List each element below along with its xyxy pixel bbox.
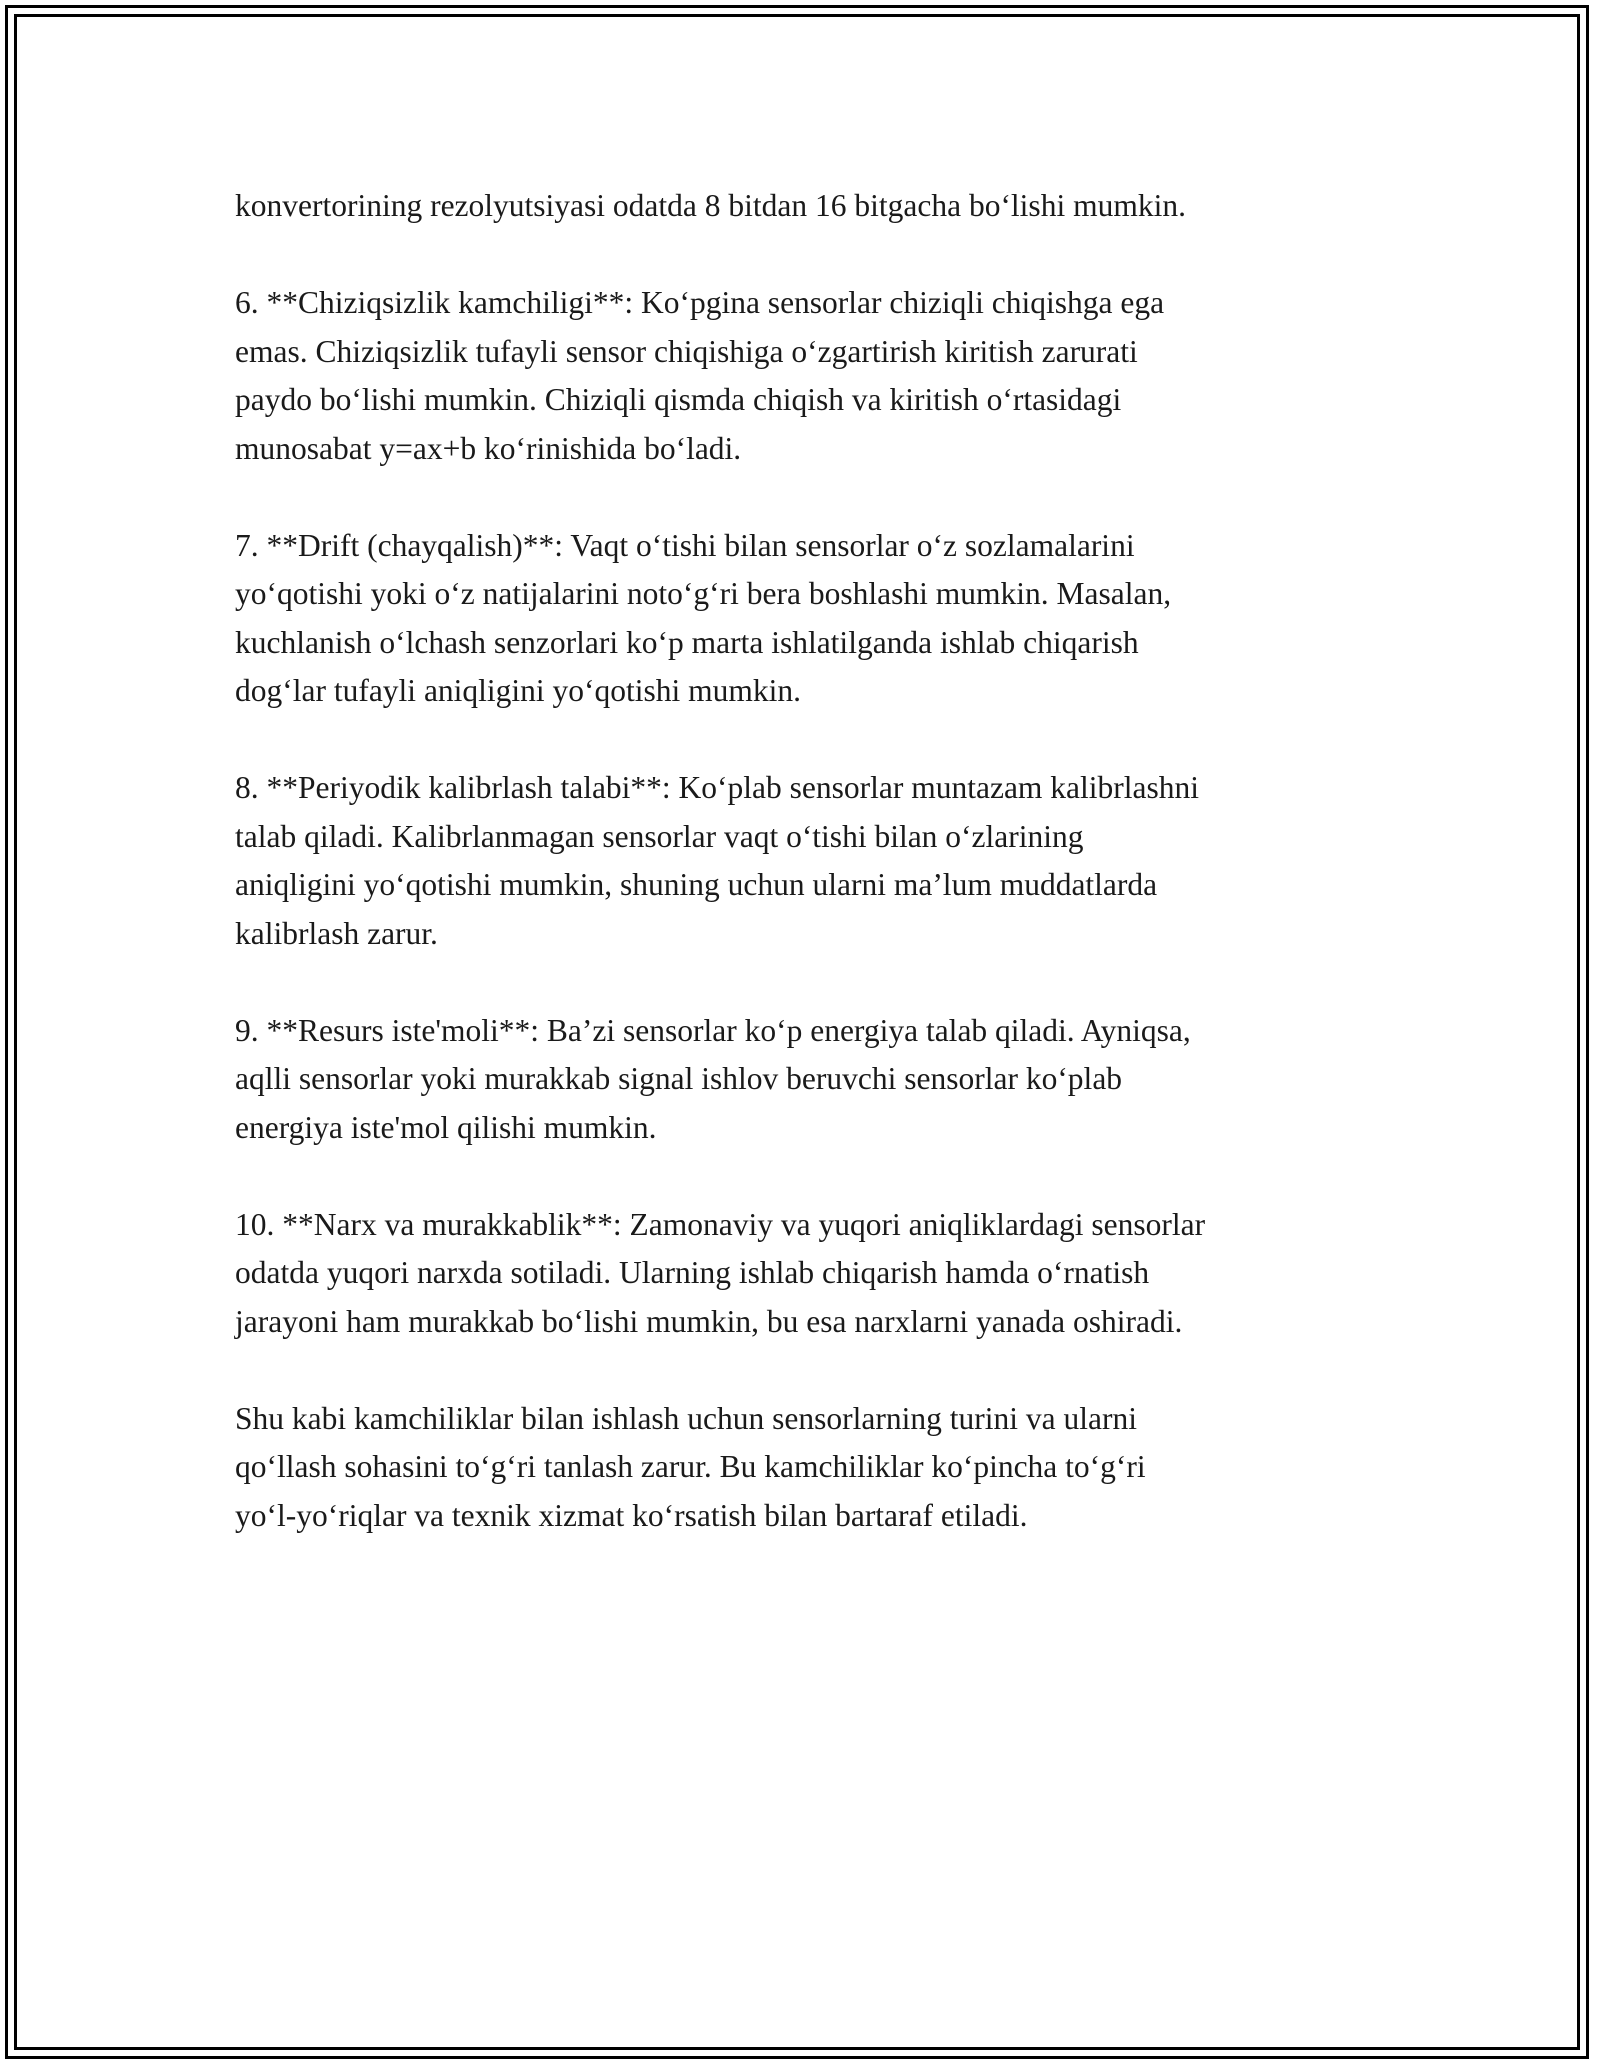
paragraph-item-9: 9. **Resurs iste'moli**: Ba’zi sensorlar ko‘p energiya talab qiladi. Ayniqsa, aqlli sensorlar yoki murakkab signal ishlov beruvchi sensorlar ko‘plab energiya iste'mol qilishi mumkin. bbox=[235, 1012, 1191, 1145]
paragraph-continuation: konvertorining rezolyutsiyasi odatda 8 bitdan 16 bitgacha bo‘lishi mumkin. bbox=[235, 188, 1186, 223]
paragraph-item-6: 6. **Chiziqsizlik kamchiligi**: Ko‘pgina sensorlar chiziqli chiqishga ega emas. Chiziqsizlik tufayli sensor chiqishiga o‘zgartirish kiritish zarurati paydo bo‘lishi mumkin. Chiziqli qismda chiqish va kiritish o‘rtasidagi munosabat y=ax+b ko‘rinishida bo‘ladi. bbox=[235, 285, 1165, 466]
paragraph-item-10: 10. **Narx va murakkablik**: Zamonaviy va yuqori aniqliklardagi sensorlar odatda yuqori narxda sotiladi. Ularning ishlab chiqarish hamda o‘rnatish jarayoni ham murakkab bo‘lishi mumkin, bu esa narxlarni yanada oshiradi. bbox=[235, 1206, 1206, 1339]
paragraph-item-7: 7. **Drift (chayqalish)**: Vaqt o‘tishi bilan sensorlar o‘z sozlamalarini yo‘qotishi yoki o‘z natijalarini noto‘g‘ri bera boshlashi mumkin. Masalan, kuchlanish o‘lchash senzorlari ko‘p marta ishlatilganda ishlab chiqarish dog‘lar tufayli aniqligini yo‘qotishi mumkin. bbox=[235, 527, 1172, 708]
paragraph-conclusion: Shu kabi kamchiliklar bilan ishlash uchun sensorlarning turini va ularni qo‘llash sohasini to‘g‘ri tanlash zarur. Bu kamchiliklar ko‘pincha to‘g‘ri yo‘l-yo‘riqlar va texnik xizmat ko‘rsatish bilan bartaraf etiladi. bbox=[235, 1400, 1146, 1533]
paragraph-item-8: 8. **Periyodik kalibrlash talabi**: Ko‘plab sensorlar muntazam kalibrlashni talab qiladi. Kalibrlanmagan sensorlar vaqt o‘tishi bilan o‘zlarining aniqligini yo‘qotishi mumkin, shuning uchun ularni ma’lum muddatlarda kalibrlash zarur. bbox=[235, 770, 1200, 951]
document-body bbox=[235, 182, 1385, 1589]
